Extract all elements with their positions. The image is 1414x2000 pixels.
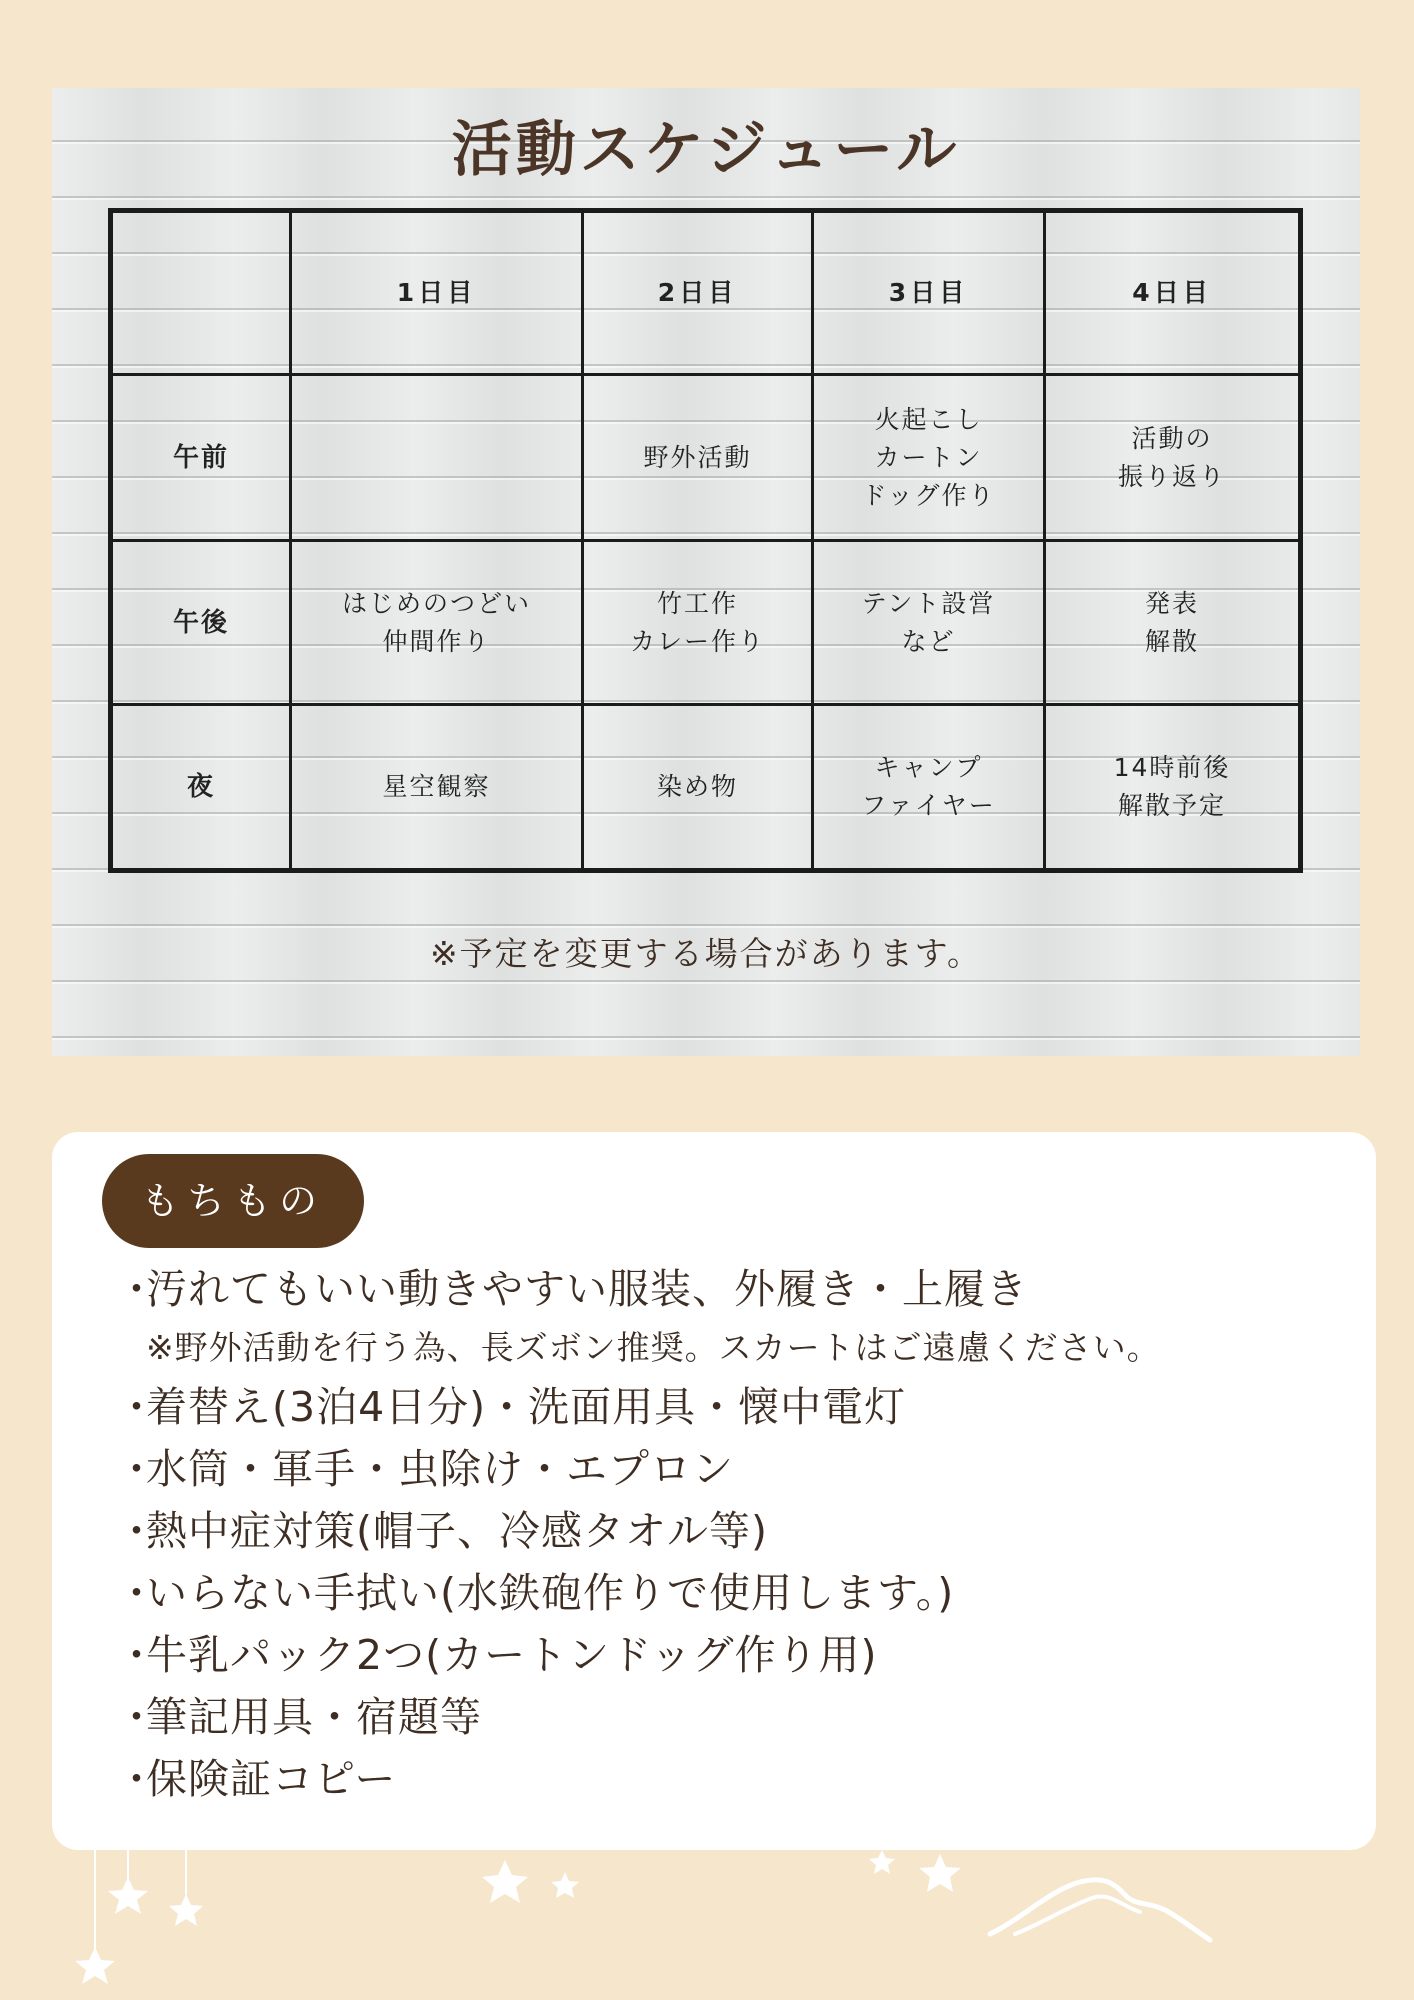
list-item xyxy=(116,1748,1366,1810)
table-header-row xyxy=(111,211,1301,375)
table-row-night xyxy=(111,705,1301,871)
header-day-3: 3日目 xyxy=(813,211,1045,375)
mountain-icon xyxy=(1015,1896,1140,1934)
row-label-afternoon: 午後 xyxy=(111,541,291,705)
list-item-text: 着替え(3泊4日分)・洗面用具・懐中電灯 xyxy=(146,1383,907,1431)
table-cell: 14時前後 解散予定 xyxy=(1045,705,1301,871)
table-cell: 活動の 振り返り xyxy=(1045,375,1301,541)
star-icon xyxy=(482,1860,528,1903)
list-item xyxy=(116,1686,1366,1748)
table-corner-cell xyxy=(111,211,291,375)
table-cell xyxy=(291,375,583,541)
bullet-icon: ・ xyxy=(116,1631,158,1679)
list-item xyxy=(116,1438,1366,1500)
table-cell: 火起こし カートン ドッグ作り xyxy=(813,375,1045,541)
row-label-night: 夜 xyxy=(111,705,291,871)
list-item xyxy=(116,1500,1366,1562)
star-icon xyxy=(551,1872,579,1898)
list-item-text: 水筒・軍手・虫除け・エプロン xyxy=(146,1445,734,1493)
bullet-icon: ・ xyxy=(116,1445,158,1493)
items-list xyxy=(116,1258,1366,1810)
schedule-change-note: ※予定を変更する場合があります。 xyxy=(429,934,982,973)
bullet-icon: ・ xyxy=(116,1383,158,1431)
schedule-title: 活動スケジュール xyxy=(451,115,961,185)
header-day-2: 2日目 xyxy=(583,211,813,375)
table-row-morning xyxy=(111,375,1301,541)
list-item xyxy=(116,1376,1366,1438)
row-label-morning: 午前 xyxy=(111,375,291,541)
list-item-text: 筆記用具・宿題等 xyxy=(146,1693,482,1741)
table-cell: キャンプ ファイヤー xyxy=(813,705,1045,871)
list-item-text: いらない手拭い(水鉄砲作りで使用します。) xyxy=(146,1569,955,1617)
bullet-icon: ・ xyxy=(116,1507,158,1555)
items-title-badge: もちもの xyxy=(102,1154,364,1248)
items-card xyxy=(52,1132,1376,1850)
list-item-text: 牛乳パック2つ(カートンドッグ作り用) xyxy=(146,1631,878,1679)
list-item-text: 熱中症対策(帽子、冷感タオル等) xyxy=(146,1507,768,1555)
bullet-icon: ・ xyxy=(116,1569,158,1617)
list-item-note: ※野外活動を行う為、長ズボン推奨。スカートはご遠慮ください。 xyxy=(146,1328,1161,1367)
list-item xyxy=(116,1258,1366,1320)
table-cell: はじめのつどい 仲間作り xyxy=(291,541,583,705)
table-cell: 星空観察 xyxy=(291,705,583,871)
table-cell: 竹工作 カレー作り xyxy=(583,541,813,705)
table-cell: 染め物 xyxy=(583,705,813,871)
star-icon xyxy=(169,1894,203,1926)
table-row-afternoon xyxy=(111,541,1301,705)
table-cell: 野外活動 xyxy=(583,375,813,541)
schedule-panel xyxy=(52,88,1360,1056)
table-cell: 発表 解散 xyxy=(1045,541,1301,705)
decoration-stars-mountains xyxy=(0,1850,1414,2000)
list-item-text: 保険証コピー xyxy=(146,1755,397,1803)
list-item-text: 汚れてもいい動きやすい服装、外履き・上履き xyxy=(146,1265,1028,1313)
bullet-icon: ・ xyxy=(116,1693,158,1741)
list-item xyxy=(116,1562,1366,1624)
bullet-icon: ・ xyxy=(116,1755,158,1803)
list-item xyxy=(116,1624,1366,1686)
bullet-icon: ・ xyxy=(116,1265,158,1313)
table-cell: テント設営 など xyxy=(813,541,1045,705)
star-icon xyxy=(75,1947,115,1984)
schedule-table xyxy=(108,208,1303,873)
star-icon xyxy=(919,1854,961,1892)
star-icon xyxy=(869,1850,895,1874)
header-day-4: 4日目 xyxy=(1045,211,1301,375)
star-icon xyxy=(108,1877,148,1914)
header-day-1: 1日目 xyxy=(291,211,583,375)
